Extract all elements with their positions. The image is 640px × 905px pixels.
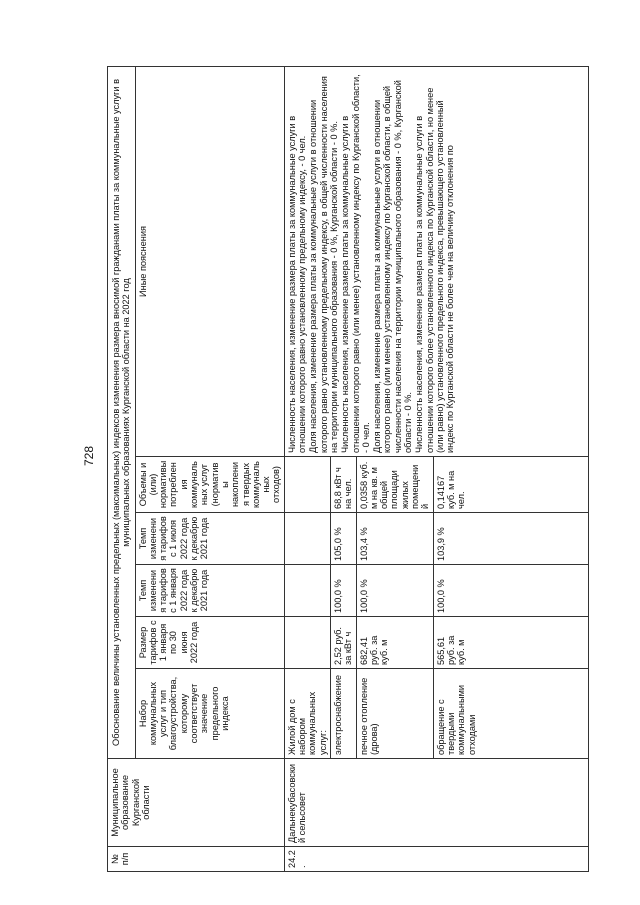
header-volume: Объемы и (или) нормативы потребления коммунальных услуг (нормативы накопления твердых коммунальных отходов): [135, 457, 284, 513]
row-num: 24.2.: [284, 847, 588, 872]
service-rate-july: 105,0 %: [330, 513, 356, 565]
service-tariff: 2,52 руб. за кВт ч: [330, 617, 356, 669]
header-municipality: Муниципальное образование Курганской области: [108, 759, 285, 847]
service-name: электроснабжение: [330, 669, 356, 759]
table-title: Обоснование величины установленных предельных (максимальных) индексов изменения размера вносимой гражданами платы за коммунальные услуги в муниципальных образованиях Курганской области на 2022 год: [108, 66, 136, 758]
service-tariff: 565,61 руб. за куб. м: [433, 617, 588, 669]
service-rate-january: 100,0 %: [330, 565, 356, 617]
note-line: Доля населения, изменение размера платы за коммунальные услуги в отношении которого равно установленному предельному индексу, в общей численности населения на территории муниципального образования - 0 %, Курганской области - 0 %.: [308, 76, 339, 453]
service-rate-january: 100,0 %: [433, 565, 588, 617]
header-num: № п/п: [108, 847, 285, 872]
header-rate-january: Темп изменения тарифов с 1 января 2022 года к декабрю 2021 года: [135, 565, 284, 617]
table-row: [284, 66, 330, 871]
service-volume: 0,14167 куб. м на чел.: [433, 457, 588, 513]
header-notes: Иные пояснения: [135, 66, 284, 456]
service-rate-july: 103,4 %: [356, 513, 433, 565]
service-rate-january: 100,0 %: [356, 565, 433, 617]
rotated-table-wrapper: [107, 67, 597, 872]
service-group-label: Жилой дом с набором коммунальных услуг:: [284, 669, 330, 759]
header-tariff: Размер тарифов с 1 января по 30 июня 2022 года: [135, 617, 284, 669]
header-rate-july: Темп изменения тарифов с 1 июля 2022 года к декабрю 2021 года: [135, 513, 284, 565]
header-service: Набор коммунальных услуг и тип благоустройства, которому соответствует значение предельного индекса: [135, 669, 284, 759]
service-volume: 68,8 кВт ч на чел.: [330, 457, 356, 513]
tariff-index-table: [107, 66, 589, 872]
service-name: обращение с твердыми коммунальными отходами: [433, 669, 588, 759]
service-rate-july: 103,9 %: [433, 513, 588, 565]
service-name: печное отопление (дрова): [356, 669, 433, 759]
notes-cell: [284, 66, 588, 456]
page-number: 728: [82, 445, 96, 467]
note-line: Численность населения, изменение размера платы за коммунальные услуги в отношении которого равно (или менее) установленному индексу по Курганской области, - 0 чел.: [340, 74, 371, 453]
service-tariff: 682,41 руб. за куб. м: [356, 617, 433, 669]
service-volume: 0,0358 куб. м на кв. м общей площади жилых помещений: [356, 457, 433, 513]
row-municipality: Дальнекубасовский сельсовет: [284, 759, 588, 847]
note-line: Численность населения, изменение размера платы за коммунальные услуги в отношении которого более установленного индекса по Курганской области, но менее (или равно) установленного предельного индекса, превышающего установленный индекс по Курганской области не более чем на величину отклонения по: [414, 87, 456, 453]
note-line: Численность населения, изменение размера платы за коммунальные услуги в отношении которого равно установленному предельному индексу, - 0 чел.: [286, 115, 308, 453]
note-line: Доля населения, изменение размера платы за коммунальные услуги в отношении которого равно (или менее) установленному индексу по Курганской области, в общей численности населения на территории муниципального образования - 0 %, Курганской области - 0 %.: [372, 80, 414, 453]
